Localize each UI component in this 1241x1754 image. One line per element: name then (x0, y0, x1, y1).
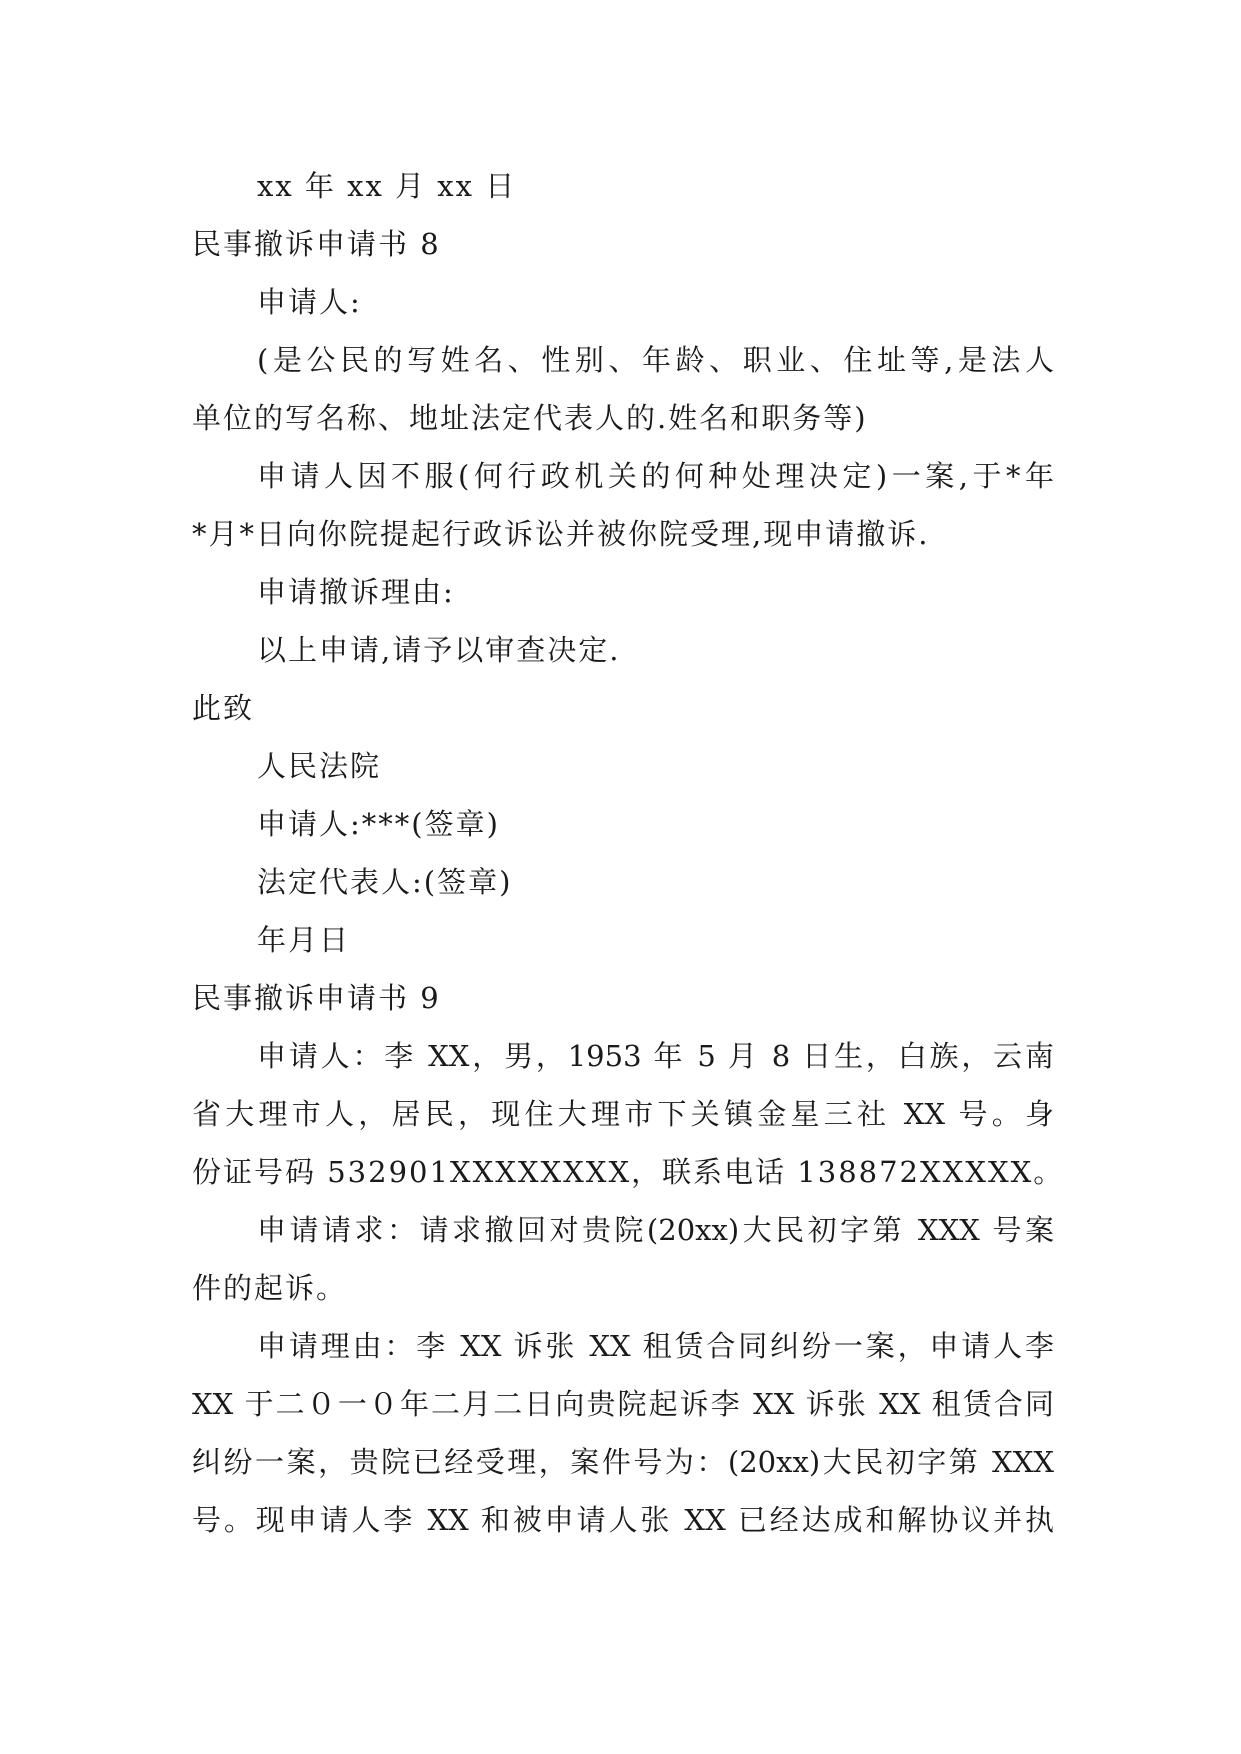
applicant-note-line-1: (是公民的写姓名、性别、年龄、职业、住址等,是法人 (257, 343, 1054, 377)
signature-date: 年月日 (257, 923, 351, 957)
request-line-1: 申请请求：请求撤回对贵院(20xx)大民初字第 XXX 号案 (257, 1213, 1054, 1247)
court-name: 人民法院 (257, 749, 382, 783)
reason-line-2: XX 于二０一０年二月二日向贵院起诉李 XX 诉张 XX 租赁合同 (192, 1387, 1054, 1421)
reason-line-4: 号。现申请人李 XX 和被申请人张 XX 已经达成和解协议并执 (192, 1503, 1054, 1537)
withdrawal-reason-label: 申请撤诉理由: (257, 575, 455, 609)
applicant-label: 申请人: (257, 285, 362, 319)
section-heading-8: 民事撤诉申请书 8 (192, 227, 441, 261)
case-statement-line-1: 申请人因不服(何行政机关的何种处理决定)一案,于*年 (257, 459, 1054, 493)
date-line: xx 年 xx 月 xx 日 (257, 169, 517, 203)
applicant-note-line-2: 单位的写名称、地址法定代表人的.姓名和职务等) (192, 401, 868, 435)
applicant-info-line-2: 省大理市人，居民，现住大理市下关镇金星三社 XX 号。身 (192, 1097, 1054, 1131)
case-statement-line-2: *月*日向你院提起行政诉讼并被你院受理,现申请撤诉. (192, 517, 930, 551)
legal-rep-signature: 法定代表人:(签章) (257, 865, 513, 899)
section-heading-9: 民事撤诉申请书 9 (192, 981, 441, 1015)
applicant-signature: 申请人:***(签章) (257, 807, 500, 841)
review-request-line: 以上申请,请予以审查决定. (257, 633, 621, 667)
salutation: 此致 (192, 691, 255, 725)
applicant-info-line-3: 份证号码 532901XXXXXXXX，联系电话 138872XXXXX。 (192, 1155, 1065, 1189)
reason-line-3: 纠纷一案，贵院已经受理，案件号为：(20xx)大民初字第 XXX (192, 1445, 1054, 1479)
reason-line-1: 申请理由：李 XX 诉张 XX 租赁合同纠纷一案，申请人李 (257, 1329, 1054, 1363)
applicant-info-line-1: 申请人：李 XX，男，1953 年 5 月 8 日生，白族，云南 (257, 1039, 1054, 1073)
request-line-2: 件的起诉。 (192, 1271, 348, 1305)
